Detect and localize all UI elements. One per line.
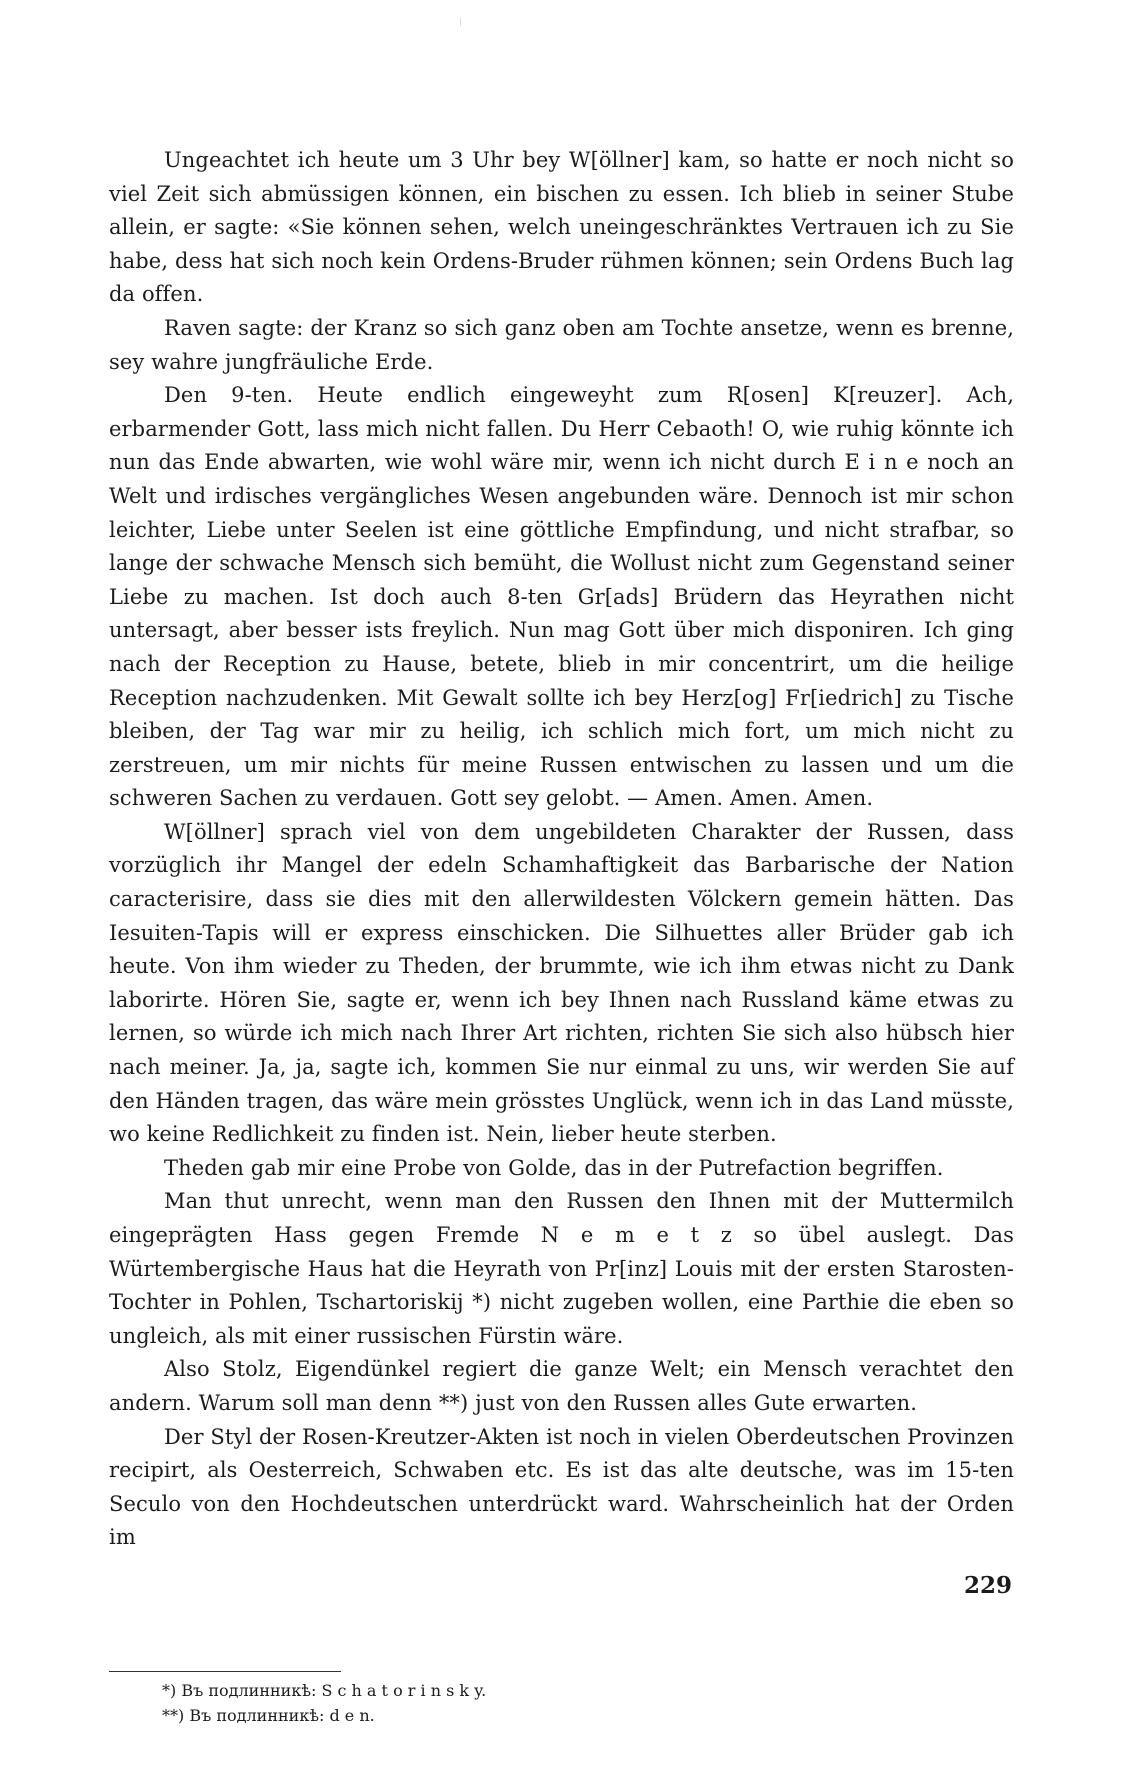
paragraph: Ungeachtet ich heute um 3 Uhr bey W[öllner] kam, so hatte er noch nicht so viel Zeit sich abmüssigen können, ein bischen zu essen. Ich blieb in seiner Stube allein, er sagte: «Sie können sehen, welch uneingeschränktes Vertrauen ich zu Sie habe, dess hat sich noch kein Ordens-Bruder rühmen können; sein Ordens Buch lag da offen. [109, 148, 1014, 307]
footnote-divider [109, 1671, 341, 1672]
page-number: 229 [963, 1572, 1012, 1599]
paragraph: Der Styl der Rosen-Kreutzer-Akten ist noch in vielen Oberdeutschen Provinzen recipirt, als Oesterreich, Schwaben etc. Es ist das alte deutsche, was im 15-ten Seculo von den Hochdeutschen unterdrückt ward. Wahrscheinlich hat der Orden im [109, 1424, 1014, 1550]
scan-mark [460, 18, 461, 26]
paragraph: Raven sagte: der Kranz so sich ganz oben am Tochte ansetze, wenn es brenne, sey wahre jungfräuliche Erde. [109, 315, 1014, 374]
footnote: **) Въ подлинникѣ: d e n. [162, 1706, 375, 1725]
footnotes [162, 1678, 862, 1728]
paragraph: Also Stolz, Eigendünkel regiert die ganze Welt; ein Mensch verachtet den andern. Warum soll man denn **) just von den Russen alles Gute erwarten. [109, 1357, 1014, 1415]
paragraph: W[öllner] sprach viel von dem ungebildeten Charakter der Russen, dass vorzüglich ihr Mangel der edeln Schamhaftigkeit das Barbarische der Nation caracterisire, dass sie dies mit den allerwildesten Völckern gemein hätten. Das Iesuiten-Tapis will er express einschicken. Die Silhuettes aller Brüder gab ich heute. Von ihm wieder zu Theden, der brummte, wie ich ihm etwas nicht zu Dank laborirte. Hören Sie, sagte er, wenn ich bey Ihnen nach Russland käme etwas zu lernen, so würde ich mich nach Ihrer Art richten, richten Sie sich also hübsch hier nach meiner. Ja, ja, sagte ich, kommen Sie nur einmal zu uns, wir werden Sie auf den Händen tragen, das wäre mein grösstes Unglück, wenn ich in das Land müsste, wo keine Redlichkeit zu finden ist. Nein, lieber heute sterben. [109, 819, 1014, 1147]
footnote: *) Въ подлинникѣ: S c h a t o r i n s k y. [162, 1681, 487, 1700]
paragraph: Den 9-ten. Heute endlich eingeweyht zum R[osen] K[reuzer]. Ach, erbarmender Gott, lass mich nicht fallen. Du Herr Cebaoth! O, wie ruhig könnte ich nun das Ende abwarten, wie wohl wäre mir, wenn ich nicht durch E i n e noch an Welt und irdisches vergängliches Wesen angebunden wäre. Dennoch ist mir schon leichter, Liebe unter Seelen ist eine göttliche Empfindung, und nicht strafbar, so lange der schwache Mensch sich bemüht, die Wollust nicht zum Gegenstand seiner Liebe zu machen. Ist doch auch 8-ten Gr[ads] Brüdern das Heyrathen nicht untersagt, aber besser ists freylich. Nun mag Gott über mich disponiren. Ich ging nach der Reception zu Hause, betete, blieb in mir concentrirt, um die heilige Reception nachzudenken. Mit Gewalt sollte ich bey Herz[og] Fr[iedrich] zu Tische bleiben, der Tag war mir zu heilig, ich schlich mich fort, um mich nicht zu zerstreuen, um mir nichts für meine Russen entwischen zu lassen und um die schweren Sachen zu verdauen. Gott sey gelobt. — Amen. Amen. Amen. [109, 383, 1014, 811]
body-text [109, 144, 1014, 1555]
paragraph: Man thut unrecht, wenn man den Russen den Ihnen mit der Muttermilch eingeprägten Hass gegen Fremde N e m e t z so übel auslegt. Das Würtembergische Haus hat die Heyrath von Pr[inz] Louis mit der ersten Starosten-Tochter in Pohlen, Tschartoriskij *) nicht zugeben wollen, eine Parthie die eben so ungleich, als mit einer russischen Fürstin wäre. [109, 1189, 1014, 1348]
paragraph: Theden gab mir eine Probe von Golde, das in der Putrefaction begriffen. [164, 1155, 944, 1180]
